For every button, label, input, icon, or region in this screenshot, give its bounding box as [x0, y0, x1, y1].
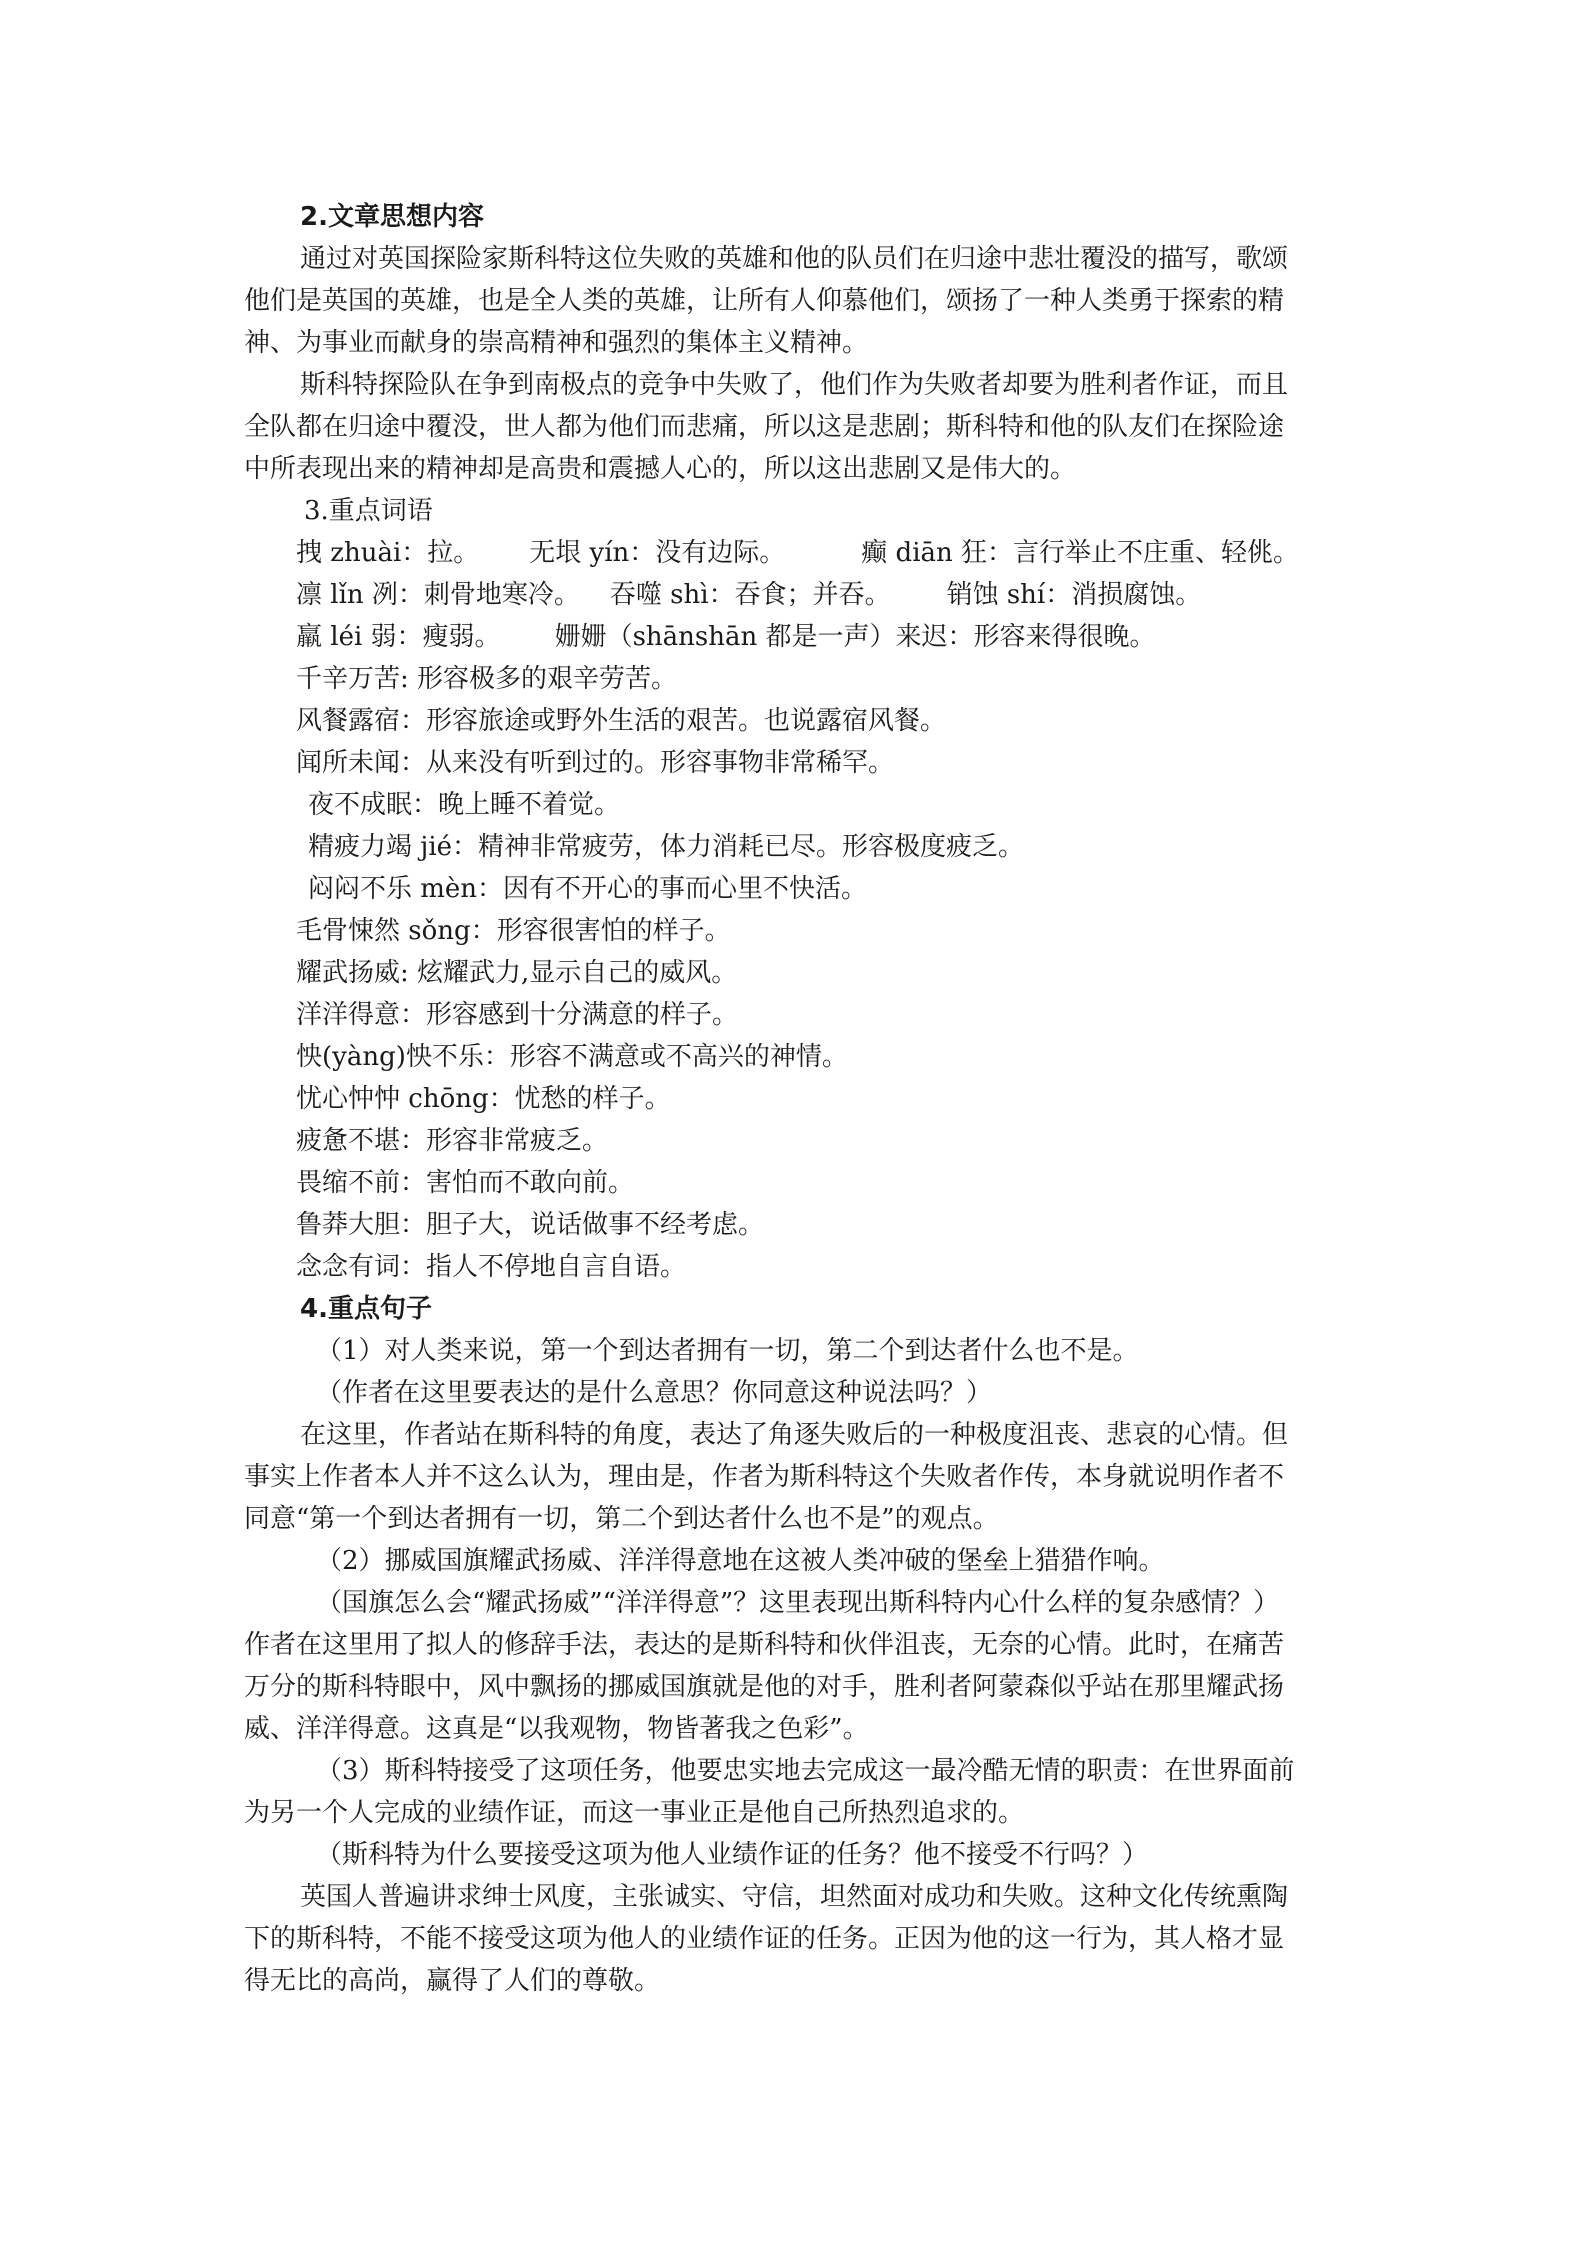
paragraph-line: 在这里，作者站在斯科特的角度，表达了角逐失败后的一种极度沮丧、悲哀的心情。但: [300, 1420, 1289, 1450]
vocab-item: 畏缩不前：害怕而不敢向前。: [296, 1168, 635, 1198]
paragraph-line: 斯科特探险队在争到南极点的竞争中失败了，他们作为失败者却要为胜利者作证，而且: [300, 370, 1289, 400]
sentence-quote: 为另一个人完成的业绩作证，而这一事业正是他自己所热烈追求的。: [244, 1798, 1025, 1828]
vocab-item: 风餐露宿：形容旅途或野外生活的艰苦。也说露宿风餐。: [296, 706, 947, 736]
vocab-item: 拽 zhuài：拉。: [296, 538, 480, 568]
document-page: [244, 196, 1362, 2002]
paragraph-line: 得无比的高尚，赢得了人们的尊敬。: [244, 1966, 661, 1996]
vocab-item: 癫 diān 狂：言行举止不庄重、轻佻。: [861, 538, 1300, 568]
vocab-item: 精疲力竭 jié：精神非常疲劳，体力消耗已尽。形容极度疲乏。: [308, 832, 1025, 862]
sentence-question: （作者在这里要表达的是什么意思？你同意这种说法吗？）: [316, 1378, 993, 1408]
vocab-item: 凛 lǐn 冽：刺骨地寒冷。: [296, 580, 580, 610]
paragraph-line: 神、为事业而献身的崇高精神和强烈的集体主义精神。: [244, 328, 869, 358]
vocab-item: 千辛万苦: 形容极多的艰辛劳苦。: [296, 664, 678, 694]
sentence-quote: （2）挪威国旗耀武扬威、洋洋得意地在这被人类冲破的堡垒上猎猎作响。: [316, 1546, 1165, 1576]
vocab-item: 洋洋得意：形容感到十分满意的样子。: [296, 1000, 739, 1030]
vocab-item: 姗姗（shānshān 都是一声）来迟：形容来得很晚。: [554, 622, 1156, 652]
vocab-row: [244, 616, 1362, 658]
section-heading-sentences: 4.重点句子: [300, 1294, 432, 1324]
section-heading-vocabulary: 3.重点词语: [304, 496, 433, 526]
paragraph-line: 威、洋洋得意。这真是“以我观物，物皆著我之色彩”。: [244, 1714, 869, 1744]
paragraph-line: 万分的斯科特眼中，风中飘扬的挪威国旗就是他的对手，胜利者阿蒙森似乎站在那里耀武扬: [244, 1672, 1285, 1702]
vocab-item: 夜不成眠：晚上睡不着觉。: [308, 790, 621, 820]
paragraph-line: 全队都在归途中覆没，世人都为他们而悲痛，所以这是悲剧；斯科特和他的队友们在探险途: [244, 412, 1285, 442]
sentence-question: （国旗怎么会“耀武扬威”“洋洋得意”？这里表现出斯科特内心什么样的复杂感情？）: [316, 1588, 1280, 1618]
vocab-row: [244, 532, 1362, 574]
vocab-item: 销蚀 shí：消损腐蚀。: [946, 580, 1202, 610]
vocab-item: 念念有词：指人不停地自言自语。: [296, 1252, 687, 1282]
vocab-item: 吞噬 shì：吞食；并吞。: [609, 580, 891, 610]
vocab-item: 鲁莽大胆：胆子大，说话做事不经考虑。: [296, 1210, 765, 1240]
paragraph-line: 英国人普遍讲求绅士风度，主张诚实、守信，坦然面对成功和失败。这种文化传统熏陶: [300, 1882, 1289, 1912]
vocab-item: 忧心忡忡 chōng：忧愁的样子。: [296, 1084, 671, 1114]
section-heading-content: 2.文章思想内容: [300, 202, 484, 232]
sentence-question: （斯科特为什么要接受这项为他人业绩作证的任务？他不接受不行吗？）: [316, 1840, 1149, 1870]
vocab-item: 疲惫不堪：形容非常疲乏。: [296, 1126, 609, 1156]
vocab-row: [244, 574, 1362, 616]
paragraph-line: 通过对英国探险家斯科特这位失败的英雄和他的队员们在归途中悲壮覆没的描写，歌颂: [300, 244, 1289, 274]
paragraph-line: 下的斯科特，不能不接受这项为他人的业绩作证的任务。正因为他的这一行为，其人格才显: [244, 1924, 1285, 1954]
sentence-quote: （3）斯科特接受了这项任务，他要忠实地去完成这一最冷酷无情的职责：在世界面前: [316, 1756, 1295, 1786]
sentence-quote: （1）对人类来说，第一个到达者拥有一切，第二个到达者什么也不是。: [316, 1336, 1139, 1366]
vocab-item: 羸 léi 弱：瘦弱。: [296, 622, 501, 652]
paragraph-line: 同意“第一个到达者拥有一切，第二个到达者什么也不是”的观点。: [244, 1504, 999, 1534]
vocab-item: 怏(yàng)怏不乐：形容不满意或不高兴的神情。: [296, 1042, 848, 1072]
vocab-item: 闻所未闻：从来没有听到过的。形容事物非常稀罕。: [296, 748, 895, 778]
vocab-item: 耀武扬威: 炫耀武力,显示自己的威风。: [296, 958, 738, 988]
paragraph-line: 作者在这里用了拟人的修辞手法，表达的是斯科特和伙伴沮丧，无奈的心情。此时，在痛苦: [244, 1630, 1285, 1660]
vocab-item: 毛骨悚然 sǒng：形容很害怕的样子。: [296, 916, 731, 946]
vocab-item: 闷闷不乐 mèn：因有不开心的事而心里不快活。: [308, 874, 868, 904]
paragraph-line: 事实上作者本人并不这么认为，理由是，作者为斯科特这个失败者作传，本身就说明作者不: [244, 1462, 1285, 1492]
paragraph-line: 他们是英国的英雄，也是全人类的英雄，让所有人仰慕他们，颂扬了一种人类勇于探索的精: [244, 286, 1285, 316]
paragraph-line: 中所表现出来的精神却是高贵和震撼人心的，所以这出悲剧又是伟大的。: [244, 454, 1077, 484]
vocab-item: 无垠 yín：没有边际。: [529, 538, 786, 568]
